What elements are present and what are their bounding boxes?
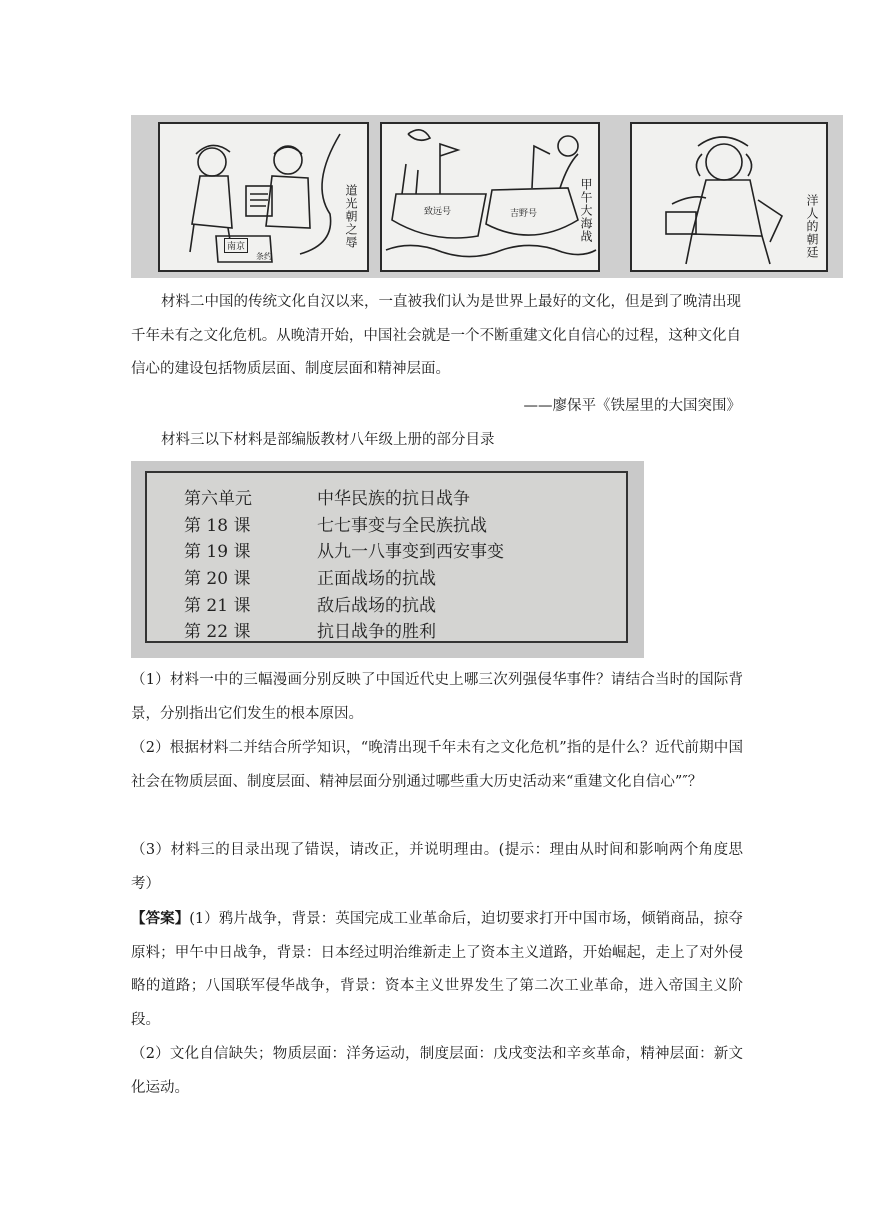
panel1-box-label: 南京 xyxy=(224,238,248,253)
comic-drawing-empress-dowager xyxy=(632,124,826,270)
panel1-doc-label: 条约 xyxy=(256,252,272,261)
panel2-ship1-label: 致远号 xyxy=(424,207,452,217)
toc-num: 第 20 课 xyxy=(184,569,251,589)
comic-panel-daoguang xyxy=(158,122,369,272)
answer-label: 【答案】 xyxy=(131,910,190,927)
answer-1-text: (1）鸦片战争，背景：英国完成工业革命后，迫切要求打开中国市场，倾销商品，掠夺原料；甲午中日战争，背景：日本经过明治维新走上了资本主义道路，开始崛起，走上了对外侵略的道路；八国联军侵华战争，背景：资本主义世界发生了第二次工业革命，进入帝国主义阶段。 xyxy=(131,911,743,1028)
question-3: （3）材料三的目录出现了错误，请改正，并说明理由。(提示：理由从时间和影响两个角度思考） xyxy=(131,842,743,892)
material2-text: 材料二中国的传统文化自汉以来，一直被我们认为是世界上最好的文化，但是到了晚清出现千年未有之文化危机。从晚清开始，中国社会就是一个不断重建文化自信心的过程，这种文化自信心的建设包括物质层面、制度层面和精神层面。 xyxy=(131,294,741,377)
toc-title: 中华民族的抗日战争 xyxy=(317,489,470,509)
panel2-ship2-label: 吉野号 xyxy=(510,209,538,219)
comic-panel-foreigners-court xyxy=(630,122,828,272)
question-2: （2）根据材料二并结合所学知识，“晚清出现千年未有之文化危机”指的是什么？近代前期中国社会在物质层面、制度层面、精神层面分别通过哪些重大历史活动来“重建文化自信心”″？ xyxy=(131,740,743,790)
material2-paragraph xyxy=(131,286,741,387)
comic-panel-sino-japanese-war xyxy=(380,122,600,272)
toc-image xyxy=(131,461,644,658)
comic-drawing-warships xyxy=(382,124,598,270)
comic-strip-image xyxy=(131,115,843,278)
toc-num: 第 18 课 xyxy=(184,516,251,536)
answer-2: （2）文化自信缺失；物质层面：洋务运动，制度层面：戊戌变法和辛亥革命，精神层面：新文化运动。 xyxy=(131,1046,743,1096)
toc-num: 第 19 课 xyxy=(184,542,251,562)
toc-title: 敌后战场的抗战 xyxy=(317,596,436,616)
toc-frame xyxy=(145,471,628,643)
toc-title: 从九一八事变到西安事变 xyxy=(317,542,504,562)
comic-drawing-officials-signing xyxy=(160,124,367,270)
toc-title: 抗日战争的胜利 xyxy=(317,622,436,642)
panel3-caption: 洋人的朝廷 xyxy=(805,194,819,259)
material2-source: ——廖保平《铁屋里的大国突围》 xyxy=(523,398,741,414)
toc-title: 七七事变与全民族抗战 xyxy=(317,516,487,536)
answer-1 xyxy=(131,902,743,1037)
material3-intro: 材料三以下材料是部编版教材八年级上册的部分目录 xyxy=(161,432,495,448)
toc-num: 第 21 课 xyxy=(184,596,251,616)
toc-title: 正面战场的抗战 xyxy=(317,569,436,589)
question-1: （1）材料一中的三幅漫画分别反映了中国近代史上哪三次列强侵华事件？请结合当时的国际背景，分别指出它们发生的根本原因。 xyxy=(131,672,743,722)
toc-num: 第 22 课 xyxy=(184,622,251,642)
toc-num: 第六单元 xyxy=(184,489,252,509)
panel2-caption: 甲午大海战 xyxy=(579,178,593,243)
panel1-caption: 道光朝之辱 xyxy=(344,184,358,249)
